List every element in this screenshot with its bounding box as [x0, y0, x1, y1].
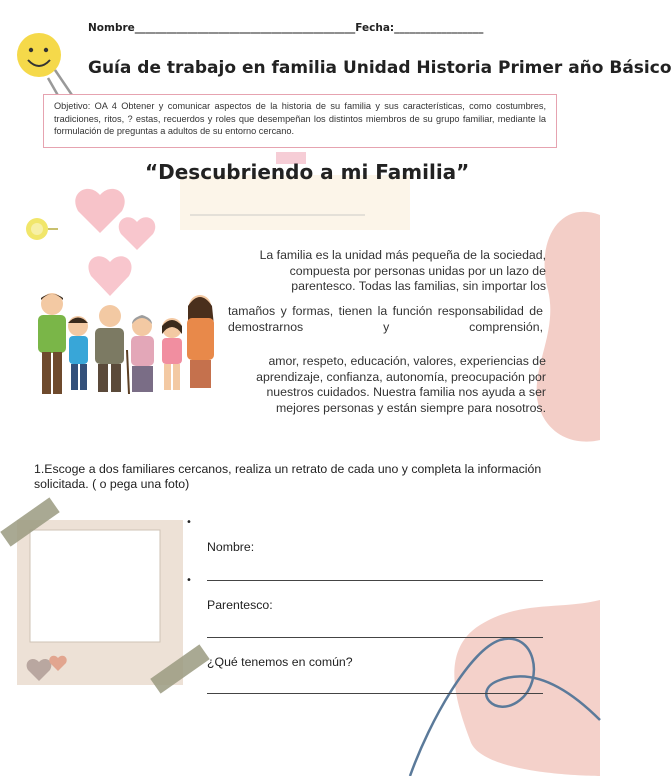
date-label: Fecha:: [355, 22, 395, 34]
section-subtitle: “Descubriendo a mi Familia”: [145, 160, 470, 184]
common-field-label: ¿Qué tenemos en común?: [207, 655, 353, 669]
family-illustration: [32, 290, 222, 400]
name-answer-line[interactable]: [207, 580, 543, 581]
paragraph-part-2: tamaños y formas, tienen la función responsabilidad de demostrarnos y comprensión,: [228, 304, 543, 334]
girl-figure: [162, 318, 182, 390]
name-label: Nombre: [88, 22, 135, 34]
bullet-1: •: [186, 517, 192, 528]
photo-area: [30, 530, 160, 642]
mother-figure: [187, 295, 214, 388]
pink-blob-right: [537, 212, 600, 442]
question-1: 1.Escoge a dos familiares cercanos, realiza un retrato de cada uno y completa la información solicitada. ( o pega una foto): [34, 462, 542, 491]
common-answer-line[interactable]: [207, 693, 543, 694]
name-blank[interactable]: __________________________________________: [134, 22, 356, 34]
heart-decor: [119, 217, 156, 250]
heart-decor: [75, 189, 124, 233]
father-figure: [38, 293, 66, 394]
objective-box: Objetivo: OA 4 Obtener y comunicar aspectos de la historia de su familia y sus características, como costumbres, tradiciones, ritos, ? estas, recuerdos y roles que desempeñan los distintos miembros de su grupo familiar, mediante la formulación de preguntas a adultos de su entorno cercano.: [43, 94, 557, 148]
smiley-icon: [17, 33, 61, 77]
name-field-label: Nombre:: [207, 540, 255, 554]
relation-answer-line[interactable]: [207, 637, 543, 638]
bullet-2: •: [186, 575, 192, 586]
header-name-date: [88, 22, 483, 34]
pink-blob-bottom: [454, 600, 600, 776]
grandfather-figure: [95, 305, 129, 394]
relation-field-label: Parentesco:: [207, 598, 273, 612]
paragraph-part-3: amor, respeto, educación, valores, experiencias de aprendizaje, confianza, autonomía, preocupación por nuestros cuidados. Nuestra familia nos ayuda a ser mejores personas y están siempre para nosotros.: [256, 354, 546, 415]
grandmother-figure: [131, 315, 154, 392]
boy-figure: [68, 316, 88, 390]
page-title: Guía de trabajo en familia Unidad Historia Primer año Básico: [88, 58, 672, 78]
paragraph-part-1: La familia es la unidad más pequeña de la sociedad, compuesta por personas unidas por un lazo de parentesco. Todas las familias, sin importar los: [259, 248, 546, 294]
date-blank[interactable]: _________________: [394, 22, 484, 34]
